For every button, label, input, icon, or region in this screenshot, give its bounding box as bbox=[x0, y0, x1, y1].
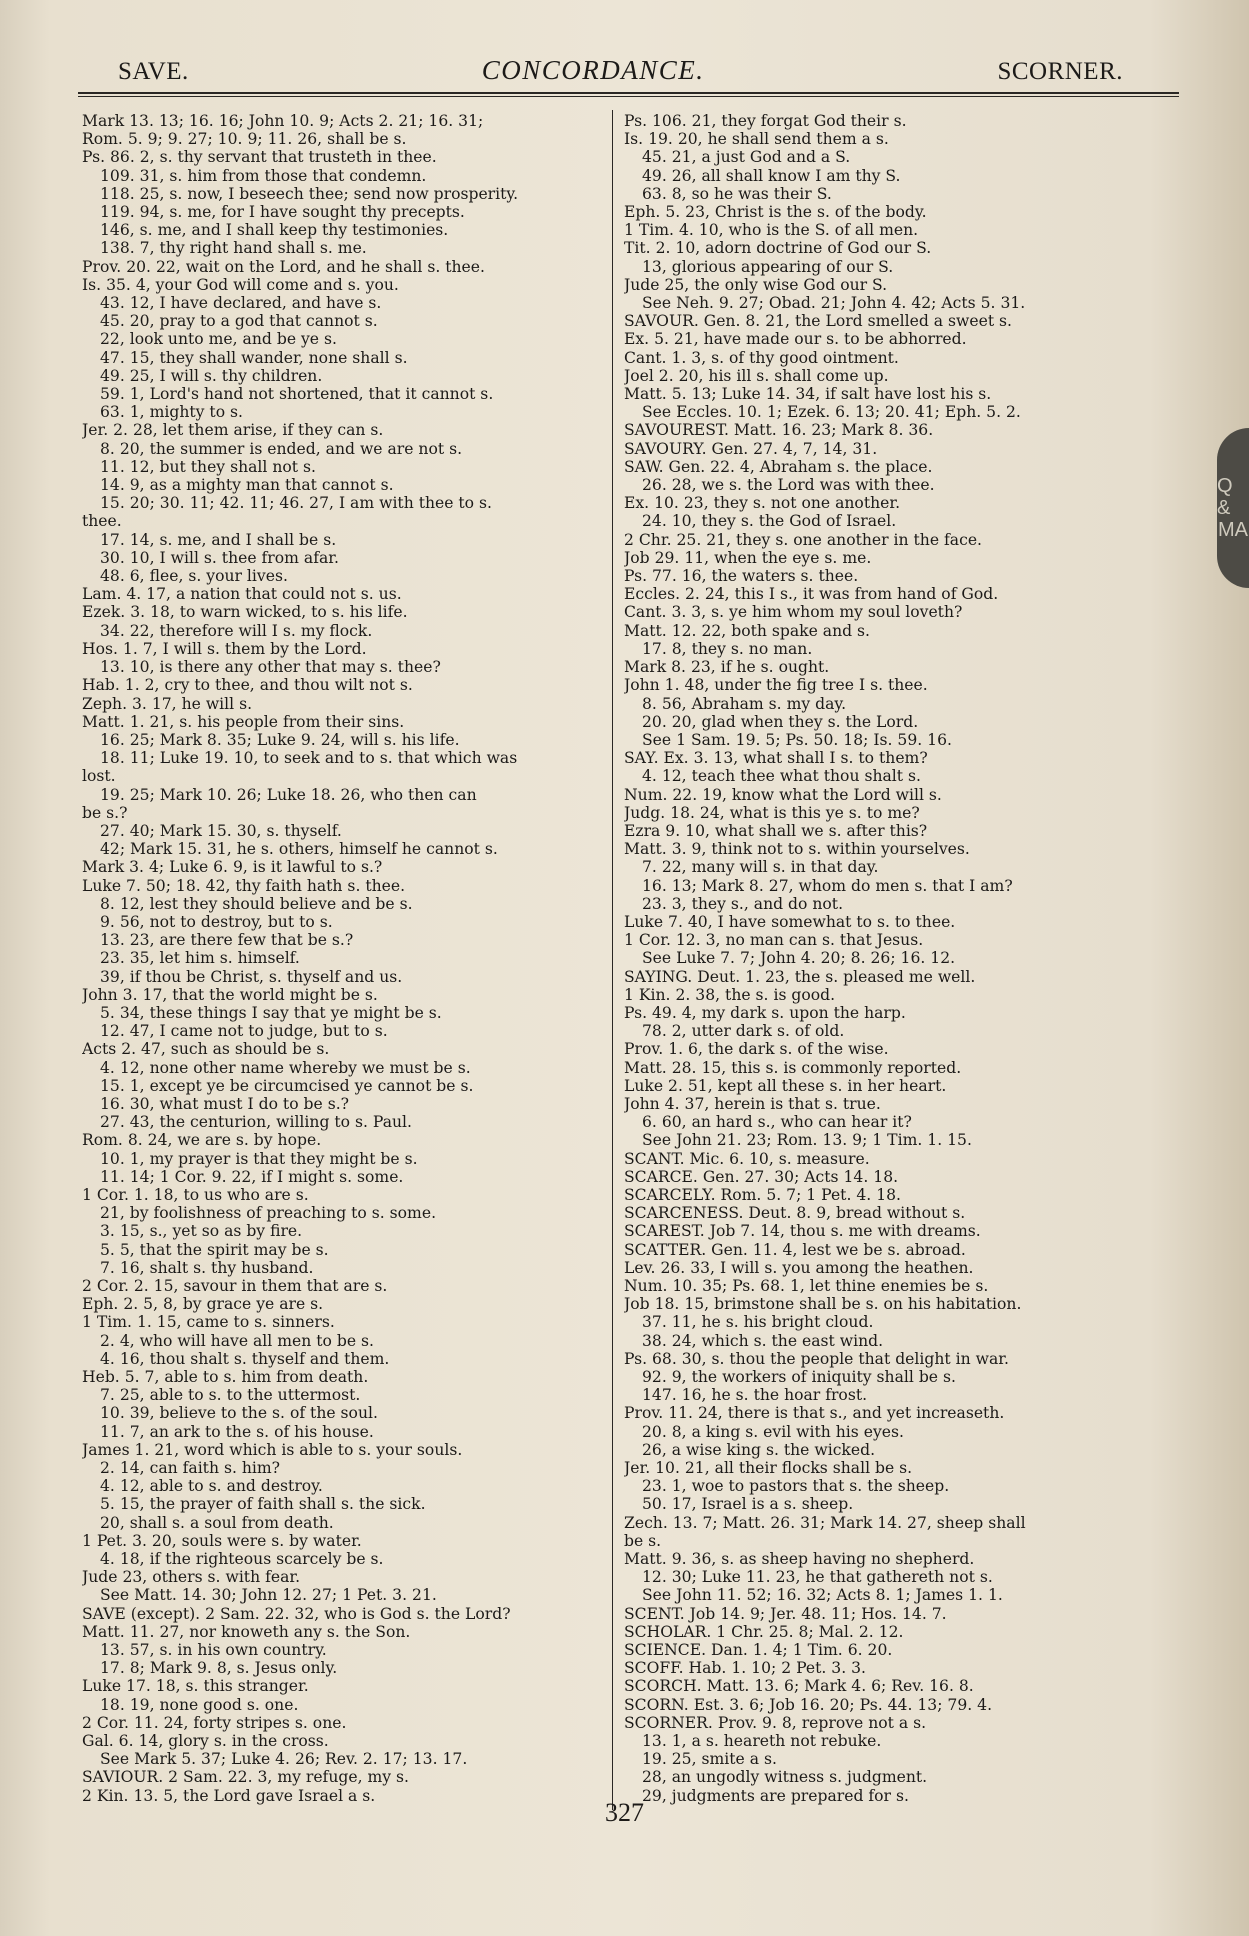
concordance-line: Rom. 5. 9; 9. 27; 10. 9; 11. 26, shall be s. bbox=[82, 130, 407, 149]
concordance-line: 2 Cor. 2. 15, savour in them that are s. bbox=[82, 1277, 388, 1295]
concordance-line: Ps. 106. 21, they forgat God their s. bbox=[624, 112, 907, 130]
concordance-line: 138. 7, thy right hand shall s. me. bbox=[100, 239, 367, 258]
concordance-line: Cant. 3. 3, s. ye him whom my soul loveth? bbox=[624, 603, 963, 622]
concordance-line: See Mark 5. 37; Luke 4. 26; Rev. 2. 17; 13. 17. bbox=[100, 1750, 468, 1769]
concordance-line: SCOFF. Hab. 1. 10; 2 Pet. 3. 3. bbox=[624, 1659, 866, 1678]
concordance-line: 2. 14, can faith s. him? bbox=[100, 1459, 281, 1478]
concordance-line: SAYING. Deut. 1. 23, the s. pleased me well. bbox=[624, 967, 976, 986]
concordance-line: 45. 20, pray to a god that cannot s. bbox=[100, 312, 378, 331]
concordance-line: Mark 3. 4; Luke 6. 9, is it lawful to s.? bbox=[82, 858, 383, 877]
concordance-line: SAVOUR. Gen. 8. 21, the Lord smelled a sweet s. bbox=[624, 312, 1013, 331]
concordance-line: Heb. 5. 7, able to s. him from death. bbox=[82, 1368, 369, 1387]
concordance-line: 37. 11, he s. his bright cloud. bbox=[642, 1313, 874, 1332]
concordance-line: Ps. 77. 16, the waters s. thee. bbox=[624, 567, 859, 586]
concordance-line: Gal. 6. 14, glory s. in the cross. bbox=[82, 1732, 329, 1751]
concordance-line: 5. 5, that the spirit may be s. bbox=[100, 1240, 329, 1259]
concordance-line: SCIENCE. Dan. 1. 4; 1 Tim. 6. 20. bbox=[624, 1641, 893, 1660]
concordance-line: Num. 10. 35; Ps. 68. 1, let thine enemies be s. bbox=[624, 1277, 989, 1295]
concordance-line: 13. 57, s. in his own country. bbox=[100, 1641, 327, 1660]
concordance-line: Matt. 12. 22, both spake and s. bbox=[624, 621, 871, 640]
concordance-line: John 3. 17, that the world might be s. bbox=[82, 985, 378, 1004]
concordance-line: 19. 25, smite a s. bbox=[642, 1750, 777, 1769]
concordance-line: SCORCH. Matt. 13. 6; Mark 4. 6; Rev. 16. 8. bbox=[624, 1677, 974, 1696]
concordance-line: Cant. 1. 3, s. of thy good ointment. bbox=[624, 348, 899, 367]
concordance-line: Ex. 10. 23, they s. not one another. bbox=[624, 494, 901, 513]
concordance-line: 17. 8, they s. no man. bbox=[642, 639, 813, 658]
concordance-line: 43. 12, I have declared, and have s. bbox=[100, 294, 382, 313]
concordance-line: 30. 10, I will s. thee from afar. bbox=[100, 548, 339, 567]
concordance-line: 4. 12, teach thee what thou shalt s. bbox=[642, 767, 921, 786]
concordance-line: 63. 1, mighty to s. bbox=[100, 403, 243, 422]
concordance-line: 27. 43, the centurion, willing to s. Paul. bbox=[100, 1113, 412, 1132]
concordance-line: James 1. 21, word which is able to s. your souls. bbox=[82, 1440, 463, 1459]
concordance-line: Ezek. 3. 18, to warn wicked, to s. his life. bbox=[82, 603, 408, 622]
concordance-line: Eph. 5. 23, Christ is the s. of the body. bbox=[624, 203, 927, 222]
concordance-line: Ps. 68. 30, s. thou the people that delight in war. bbox=[624, 1349, 1009, 1368]
concordance-line: 21, by foolishness of preaching to s. some. bbox=[100, 1204, 437, 1223]
concordance-line: 26. 28, we s. the Lord was with thee. bbox=[642, 476, 935, 495]
concordance-line: 47. 15, they shall wander, none shall s. bbox=[100, 348, 408, 367]
concordance-line: 23. 3, they s., and do not. bbox=[642, 894, 844, 913]
concordance-line: 59. 1, Lord's hand not shortened, that it cannot s. bbox=[100, 385, 494, 404]
concordance-line: 12. 47, I came not to judge, but to s. bbox=[100, 1022, 388, 1041]
concordance-line: 2 Chr. 25. 21, they s. one another in the face. bbox=[624, 530, 983, 549]
concordance-line: Eph. 2. 5, 8, by grace ye are s. bbox=[82, 1295, 324, 1314]
concordance-line: 2 Kin. 13. 5, the Lord gave Israel a s. bbox=[82, 1786, 376, 1805]
header-rule-thin bbox=[78, 96, 1179, 97]
page-number: 327 bbox=[605, 1798, 644, 1827]
concordance-line: SCENT. Job 14. 9; Jer. 48. 11; Hos. 14. 7. bbox=[624, 1604, 947, 1623]
concordance-line: be s.? bbox=[82, 803, 128, 822]
concordance-line: Ps. 86. 2, s. thy servant that trusteth in thee. bbox=[82, 148, 437, 167]
concordance-line: Matt. 11. 27, nor knoweth any s. the Son. bbox=[82, 1622, 411, 1641]
concordance-line: 49. 25, I will s. thy children. bbox=[100, 366, 323, 385]
concordance-line: Matt. 9. 36, s. as sheep having no shepherd. bbox=[624, 1550, 975, 1569]
concordance-line: 39, if thou be Christ, s. thyself and us. bbox=[100, 967, 403, 986]
concordance-line: 15. 20; 30. 11; 42. 11; 46. 27, I am with thee to s. bbox=[100, 494, 492, 513]
concordance-line: 11. 12, but they shall not s. bbox=[100, 457, 316, 476]
concordance-line: 2 Cor. 11. 24, forty stripes s. one. bbox=[82, 1713, 347, 1732]
concordance-line: Hab. 1. 2, cry to thee, and thou wilt not s. bbox=[82, 676, 413, 695]
concordance-line: 7. 22, many will s. in that day. bbox=[642, 858, 879, 877]
concordance-line: 29, judgments are prepared for s. bbox=[642, 1786, 909, 1805]
concordance-line: 11. 14; 1 Cor. 9. 22, if I might s. some. bbox=[100, 1167, 404, 1186]
header-last-word: SCORNER. bbox=[997, 58, 1123, 85]
concordance-line: Ps. 49. 4, my dark s. upon the harp. bbox=[624, 1003, 906, 1022]
concordance-line: SAVIOUR. 2 Sam. 22. 3, my refuge, my s. bbox=[82, 1768, 410, 1787]
concordance-line: Judg. 18. 24, what is this ye s. to me? bbox=[624, 803, 920, 822]
concordance-line: SCARCE. Gen. 27. 30; Acts 14. 18. bbox=[624, 1167, 899, 1186]
concordance-line: SAY. Ex. 3. 13, what shall I s. to them? bbox=[624, 749, 928, 768]
concordance-line: See Eccles. 10. 1; Ezek. 6. 13; 20. 41; Eph. 5. 2. bbox=[642, 403, 1021, 422]
concordance-line: 147. 16, he s. the hoar frost. bbox=[642, 1386, 868, 1405]
concordance-line: 1 Kin. 2. 38, the s. is good. bbox=[624, 985, 836, 1004]
concordance-line: 18. 11; Luke 19. 10, to seek and to s. that which was bbox=[100, 749, 518, 768]
concordance-line: See Neh. 9. 27; Obad. 21; John 4. 42; Acts 5. 31. bbox=[642, 294, 1026, 313]
concordance-line: Mark 13. 13; 16. 16; John 10. 9; Acts 2. 21; 16. 31; bbox=[82, 112, 484, 130]
concordance-line: SCORN. Est. 3. 6; Job 16. 20; Ps. 44. 13; 79. 4. bbox=[624, 1695, 993, 1714]
concordance-line: 19. 25; Mark 10. 26; Luke 18. 26, who then can bbox=[100, 785, 477, 804]
concordance-line: 4. 18, if the righteous scarcely be s. bbox=[100, 1550, 384, 1569]
concordance-line: 146, s. me, and I shall keep thy testimonies. bbox=[100, 221, 449, 240]
concordance-line: 8. 20, the summer is ended, and we are not s. bbox=[100, 439, 463, 458]
left-column bbox=[82, 112, 612, 1805]
concordance-line: 20. 8, a king s. evil with his eyes. bbox=[642, 1422, 904, 1441]
concordance-line: SCANT. Mic. 6. 10, s. measure. bbox=[624, 1149, 870, 1168]
concordance-line: Acts 2. 47, such as should be s. bbox=[82, 1040, 330, 1059]
concordance-line: 4. 12, able to s. and destroy. bbox=[100, 1477, 323, 1496]
header-first-word: SAVE. bbox=[118, 58, 189, 85]
concordance-line: Joel 2. 20, his ill s. shall come up. bbox=[624, 366, 889, 385]
concordance-line: SAVE (except). 2 Sam. 22. 32, who is God s. the Lord? bbox=[82, 1604, 511, 1623]
concordance-line: Prov. 20. 22, wait on the Lord, and he shall s. thee. bbox=[82, 257, 485, 276]
concordance-line: Job 18. 15, brimstone shall be s. on his habitation. bbox=[624, 1295, 1022, 1314]
concordance-line: 15. 1, except ye be circumcised ye cannot be s. bbox=[100, 1076, 474, 1095]
concordance-line: 20. 20, glad when they s. the Lord. bbox=[642, 712, 919, 731]
concordance-line: Is. 19. 20, he shall send them a s. bbox=[624, 130, 889, 149]
concordance-line: 3. 15, s., yet so as by fire. bbox=[100, 1222, 303, 1241]
concordance-line: See Luke 7. 7; John 4. 20; 8. 26; 16. 12. bbox=[642, 949, 956, 968]
concordance-line: SAVOURY. Gen. 27. 4, 7, 14, 31. bbox=[624, 439, 878, 458]
concordance-line: 17. 14, s. me, and I shall be s. bbox=[100, 530, 337, 549]
concordance-line: SCORNER. Prov. 9. 8, reprove not a s. bbox=[624, 1713, 927, 1732]
concordance-line: Matt. 28. 15, this s. is commonly reported. bbox=[624, 1058, 962, 1077]
concordance-line: 27. 40; Mark 15. 30, s. thyself. bbox=[100, 821, 342, 840]
concordance-line: 12. 30; Luke 11. 23, he that gathereth not s. bbox=[642, 1568, 993, 1587]
concordance-line: 18. 19, none good s. one. bbox=[100, 1695, 299, 1714]
concordance-line: 17. 8; Mark 9. 8, s. Jesus only. bbox=[100, 1659, 338, 1678]
concordance-line: 34. 22, therefore will I s. my flock. bbox=[100, 621, 373, 640]
concordance-line: John 1. 48, under the fig tree I s. thee. bbox=[624, 676, 928, 695]
concordance-line: be s. bbox=[624, 1531, 662, 1550]
concordance-line: 7. 25, able to s. to the uttermost. bbox=[100, 1386, 361, 1405]
concordance-line: Rom. 8. 24, we are s. by hope. bbox=[82, 1131, 322, 1150]
concordance-line: 1 Tim. 4. 10, who is the S. of all men. bbox=[624, 221, 919, 240]
concordance-line: SCAREST. Job 7. 14, thou s. me with dreams. bbox=[624, 1222, 981, 1241]
concordance-line: SCARCENESS. Deut. 8. 9, bread without s. bbox=[624, 1204, 966, 1223]
concordance-line: 14. 9, as a mighty man that cannot s. bbox=[100, 476, 394, 495]
concordance-line: 13. 10, is there any other that may s. thee? bbox=[100, 658, 441, 677]
concordance-line: See Matt. 14. 30; John 12. 27; 1 Pet. 3. 21. bbox=[100, 1586, 437, 1605]
concordance-line: 5. 15, the prayer of faith shall s. the sick. bbox=[100, 1495, 426, 1514]
concordance-line: Prov. 11. 24, there is that s., and yet increaseth. bbox=[624, 1404, 1005, 1423]
concordance-line: 20, shall s. a soul from death. bbox=[100, 1513, 334, 1532]
column-divider bbox=[612, 110, 613, 1810]
header-title: CONCORDANCE. bbox=[481, 55, 705, 85]
concordance-line: See John 21. 23; Rom. 13. 9; 1 Tim. 1. 15. bbox=[642, 1131, 972, 1150]
concordance-line: 49. 26, all shall know I am thy S. bbox=[642, 166, 901, 185]
concordance-line: Eccles. 2. 24, this I s., it was from hand of God. bbox=[624, 585, 999, 604]
concordance-line: 92. 9, the workers of iniquity shall be s. bbox=[642, 1368, 956, 1387]
concordance-line: 38. 24, which s. the east wind. bbox=[642, 1331, 884, 1350]
concordance-line: 22, look unto me, and be ye s. bbox=[100, 330, 337, 349]
concordance-line: 45. 21, a just God and a S. bbox=[642, 148, 851, 167]
concordance-line: Luke 7. 50; 18. 42, thy faith hath s. thee. bbox=[82, 876, 406, 895]
concordance-line: John 4. 37, herein is that s. true. bbox=[624, 1094, 881, 1113]
concordance-line: Luke 7. 40, I have somewhat to s. to thee. bbox=[624, 912, 956, 931]
concordance-line: 13. 23, are there few that be s.? bbox=[100, 931, 354, 950]
thumb-tab-line2: MA bbox=[1218, 519, 1248, 541]
concordance-line: See 1 Sam. 19. 5; Ps. 50. 18; Is. 59. 16. bbox=[642, 730, 952, 749]
concordance-line: 10. 1, my prayer is that they might be s. bbox=[100, 1149, 418, 1168]
thumb-tab-line1: Q & bbox=[1217, 475, 1233, 519]
concordance-line: 23. 35, let him s. himself. bbox=[100, 949, 300, 968]
concordance-line: Job 29. 11, when the eye s. me. bbox=[624, 548, 872, 567]
concordance-line: 16. 25; Mark 8. 35; Luke 9. 24, will s. his life. bbox=[100, 730, 460, 749]
concordance-line: Lev. 26. 33, I will s. you among the heathen. bbox=[624, 1258, 974, 1277]
concordance-line: Luke 17. 18, s. this stranger. bbox=[82, 1677, 309, 1696]
concordance-line: SAVOUREST. Matt. 16. 23; Mark 8. 36. bbox=[624, 421, 934, 440]
concordance-line: Zeph. 3. 17, he will s. bbox=[82, 694, 253, 713]
concordance-line: Tit. 2. 10, adorn doctrine of God our S. bbox=[624, 239, 932, 258]
concordance-line: 13, glorious appearing of our S. bbox=[642, 257, 894, 276]
concordance-line: Ezra 9. 10, what shall we s. after this? bbox=[624, 821, 928, 840]
concordance-line: 118. 25, s. now, I beseech thee; send now prosperity. bbox=[100, 184, 519, 203]
concordance-line: 28, an ungodly witness s. judgment. bbox=[642, 1768, 928, 1787]
concordance-line: SAW. Gen. 22. 4, Abraham s. the place. bbox=[624, 457, 933, 476]
concordance-line: Lam. 4. 17, a nation that could not s. us. bbox=[82, 585, 402, 604]
concordance-line: Jude 23, others s. with fear. bbox=[82, 1568, 301, 1587]
concordance-line: 109. 31, s. him from those that condemn. bbox=[100, 166, 427, 185]
concordance-line: 5. 34, these things I say that ye might be s. bbox=[100, 1003, 442, 1022]
thumb-index-tab[interactable] bbox=[1217, 428, 1249, 588]
concordance-line: 50. 17, Israel is a s. sheep. bbox=[642, 1495, 854, 1514]
concordance-line: Luke 2. 51, kept all these s. in her heart. bbox=[624, 1076, 947, 1095]
concordance-line: 8. 12, lest they should believe and be s. bbox=[100, 894, 413, 913]
concordance-line: 10. 39, believe to the s. of the soul. bbox=[100, 1404, 378, 1423]
concordance-line: 16. 13; Mark 8. 27, whom do men s. that I am? bbox=[642, 876, 1013, 895]
concordance-line: 16. 30, what must I do to be s.? bbox=[100, 1094, 350, 1113]
concordance-line: 26, a wise king s. the wicked. bbox=[642, 1440, 876, 1459]
concordance-line: 1 Cor. 1. 18, to us who are s. bbox=[82, 1185, 309, 1204]
concordance-line: 11. 7, an ark to the s. of his house. bbox=[100, 1422, 374, 1441]
concordance-line: 2. 4, who will have all men to be s. bbox=[100, 1331, 374, 1350]
concordance-line: Mark 8. 23, if he s. ought. bbox=[624, 658, 830, 677]
concordance-line: Jer. 2. 28, let them arise, if they can s. bbox=[82, 421, 384, 440]
concordance-line: Zech. 13. 7; Matt. 26. 31; Mark 14. 27, sheep shall bbox=[624, 1513, 1026, 1532]
concordance-line: SCARCELY. Rom. 5. 7; 1 Pet. 4. 18. bbox=[624, 1185, 901, 1204]
concordance-line: 1 Pet. 3. 20, souls were s. by water. bbox=[82, 1531, 362, 1550]
concordance-line: 7. 16, shalt s. thy husband. bbox=[100, 1258, 314, 1277]
concordance-line: 4. 16, thou shalt s. thyself and them. bbox=[100, 1349, 390, 1368]
concordance-line: 6. 60, an hard s., who can hear it? bbox=[642, 1113, 912, 1132]
concordance-line: SCATTER. Gen. 11. 4, lest we be s. abroad. bbox=[624, 1240, 966, 1259]
concordance-line: Jude 25, the only wise God our S. bbox=[624, 275, 888, 294]
concordance-line: Ex. 5. 21, have made our s. to be abhorred. bbox=[624, 330, 967, 349]
concordance-line: 1 Cor. 12. 3, no man can s. that Jesus. bbox=[624, 931, 924, 950]
concordance-line: 9. 56, not to destroy, but to s. bbox=[100, 912, 333, 931]
concordance-line: Num. 22. 19, know what the Lord will s. bbox=[624, 785, 942, 804]
concordance-line: 4. 12, none other name whereby we must be s. bbox=[100, 1058, 471, 1077]
concordance-line: Matt. 3. 9, think not to s. within yourselves. bbox=[624, 840, 970, 859]
concordance-line: Hos. 1. 7, I will s. them by the Lord. bbox=[82, 639, 367, 658]
concordance-line: lost. bbox=[82, 767, 116, 786]
concordance-line: Prov. 1. 6, the dark s. of the wise. bbox=[624, 1040, 889, 1059]
concordance-line: 42; Mark 15. 31, he s. others, himself he cannot s. bbox=[100, 840, 498, 859]
concordance-line: 13. 1, a s. heareth not rebuke. bbox=[642, 1732, 882, 1751]
concordance-line: 78. 2, utter dark s. of old. bbox=[642, 1022, 845, 1041]
concordance-line: SCHOLAR. 1 Chr. 25. 8; Mal. 2. 12. bbox=[624, 1622, 904, 1641]
concordance-line: 1 Tim. 1. 15, came to s. sinners. bbox=[82, 1313, 335, 1332]
concordance-line: Matt. 1. 21, s. his people from their sins. bbox=[82, 712, 405, 731]
concordance-line: 48. 6, flee, s. your lives. bbox=[100, 567, 288, 586]
concordance-line: Matt. 5. 13; Luke 14. 34, if salt have lost his s. bbox=[624, 385, 992, 404]
concordance-line: See John 11. 52; 16. 32; Acts 8. 1; James 1. 1. bbox=[642, 1586, 1003, 1605]
concordance-line: 119. 94, s. me, for I have sought thy precepts. bbox=[100, 203, 465, 222]
concordance-line: Jer. 10. 21, all their flocks shall be s. bbox=[624, 1459, 913, 1478]
concordance-line: 63. 8, so he was their S. bbox=[642, 184, 832, 203]
concordance-line: 23. 1, woe to pastors that s. the sheep. bbox=[642, 1477, 950, 1496]
concordance-line: 24. 10, they s. the God of Israel. bbox=[642, 512, 897, 531]
concordance-line: 8. 56, Abraham s. my day. bbox=[642, 694, 847, 713]
running-head bbox=[118, 55, 1123, 95]
concordance-line: thee. bbox=[82, 512, 122, 531]
header-rule bbox=[78, 92, 1179, 94]
right-column bbox=[624, 112, 1184, 1805]
concordance-line: Is. 35. 4, your God will come and s. you. bbox=[82, 275, 399, 294]
